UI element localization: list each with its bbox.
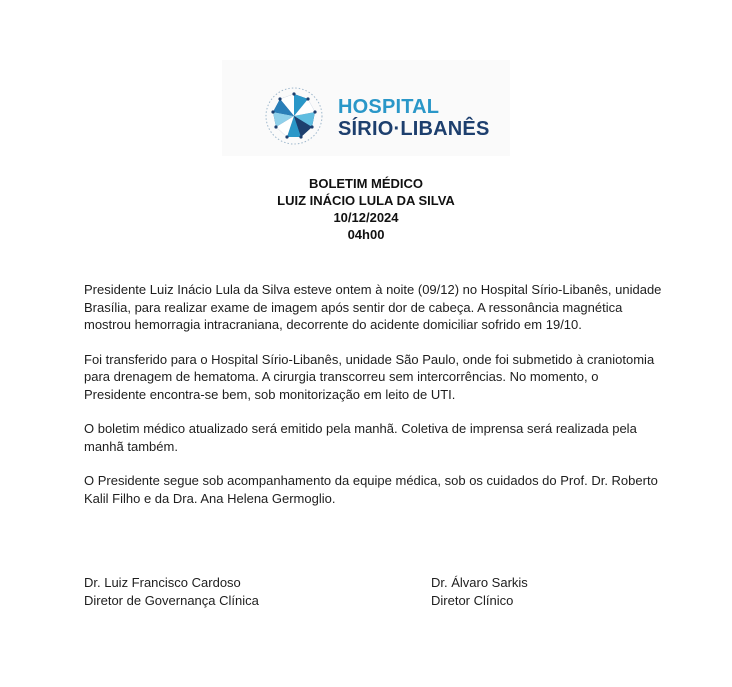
signatory-name: Dr. Luiz Francisco Cardoso <box>84 575 241 590</box>
bulletin-time: 04h00 <box>347 227 385 242</box>
paragraph: Presidente Luiz Inácio Lula da Silva esteve ontem à noite (09/12) no Hospital Sírio-Libanês, unidade Brasília, para realizar exame de imagem após sentir dor de cabeça. A ressonância magnética mostrou hemorragia intracraniana, decorrente do acidente domiciliar sofrido em 19/10. <box>84 282 662 332</box>
signatory-title: Diretor Clínico <box>431 593 514 608</box>
bulletin-header <box>0 175 732 243</box>
signature-block-left <box>84 574 259 610</box>
bulletin-title: BOLETIM MÉDICO <box>308 176 424 191</box>
paragraph: O boletim médico atualizado será emitido pela manhã. Coletiva de imprensa será realizada pela manhã também. <box>84 421 637 454</box>
logo-line-name: SÍRIO·LIBANÊS <box>338 118 490 140</box>
logo-line-hospital: HOSPITAL <box>338 96 440 118</box>
paragraph: Foi transferido para o Hospital Sírio-Libanês, unidade São Paulo, onde foi submetido à craniotomia para drenagem de hematoma. A cirurgia transcorreu sem intercorrências. No momento, o Presidente encontra-se bem, sob monitorização em leito de UTI. <box>84 351 655 402</box>
bulletin-body <box>84 281 664 524</box>
bulletin-date: 10/12/2024 <box>333 210 399 225</box>
paragraph: O Presidente segue sob acompanhamento da equipe médica, sob os cuidados do Prof. Dr. Roberto Kalil Filho e da Dra. Ana Helena Germoglio. <box>84 473 658 506</box>
signatory-name: Dr. Álvaro Sarkis <box>431 575 528 590</box>
signatory-title: Diretor de Governança Clínica <box>84 593 259 608</box>
patient-name: LUIZ INÁCIO LULA DA SILVA <box>277 193 455 208</box>
hospital-emblem-icon <box>264 86 324 146</box>
signature-block-right <box>431 574 528 610</box>
hospital-logo <box>338 96 490 140</box>
